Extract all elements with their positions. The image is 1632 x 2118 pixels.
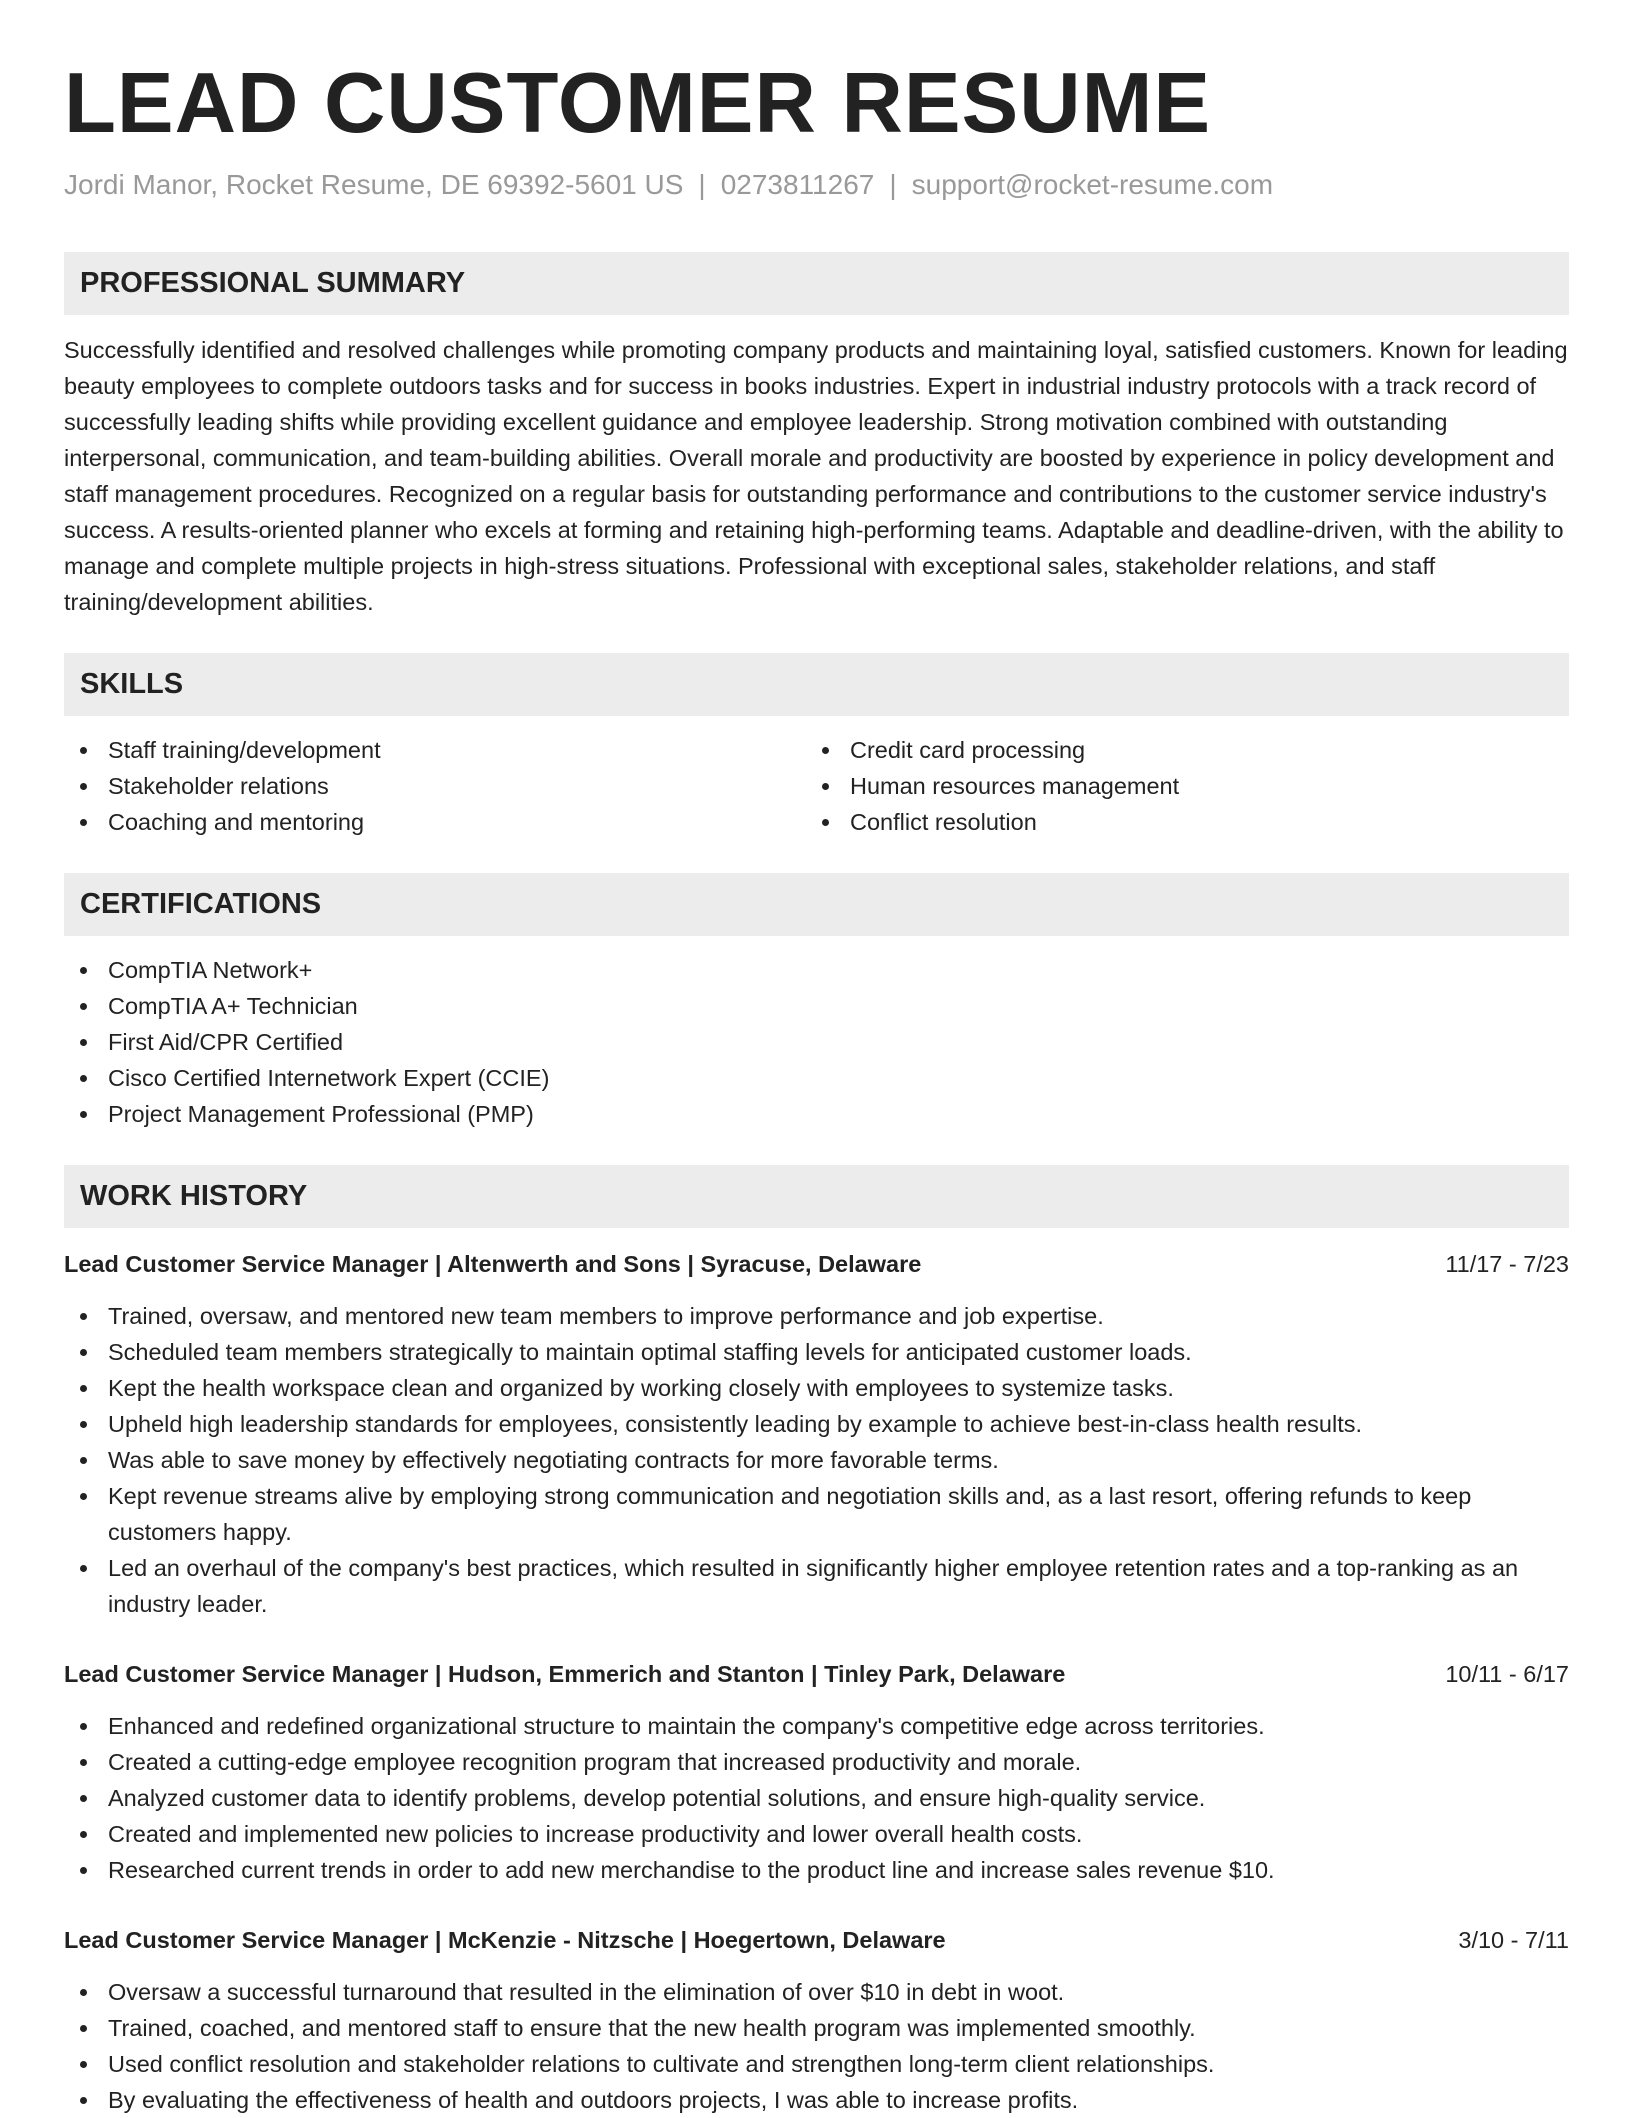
job-bullet: Trained, oversaw, and mentored new team members to improve performance and job expertise. — [64, 1298, 1569, 1334]
section-header-work-history: WORK HISTORY — [64, 1165, 1569, 1228]
job-bullet: Led an overhaul of the company's best practices, which resulted in significantly higher employee retention rates and a top-ranking as an industry leader. — [64, 1550, 1569, 1622]
job-dates: 11/17 - 7/23 — [1445, 1251, 1569, 1277]
contact-email: support@rocket-resume.com — [911, 169, 1274, 200]
job-entry — [64, 1656, 1569, 1888]
skills-list — [64, 732, 1569, 840]
job-bullet: Researched current trends in order to add new merchandise to the product line and increase sales revenue $10. — [64, 1852, 1569, 1888]
job-bullet: Trained, coached, and mentored staff to ensure that the new health program was implemented smoothly. — [64, 2010, 1569, 2046]
skill-item: Credit card processing — [806, 732, 1548, 768]
job-header — [64, 1246, 1569, 1282]
job-entry — [64, 1922, 1569, 2118]
certification-item: Project Management Professional (PMP) — [64, 1096, 1569, 1132]
job-bullet: By evaluating the effectiveness of health and outdoors projects, I was able to increase profits. — [64, 2082, 1569, 2118]
job-bullets — [64, 1708, 1569, 1888]
section-header-summary: PROFESSIONAL SUMMARY — [64, 252, 1569, 315]
skill-item: Conflict resolution — [806, 804, 1548, 840]
contact-separator: | — [889, 169, 897, 200]
job-bullet: Used conflict resolution and stakeholder relations to cultivate and strengthen long-term client relationships. — [64, 2046, 1569, 2082]
certification-item: CompTIA A+ Technician — [64, 988, 1569, 1024]
skill-item: Human resources management — [806, 768, 1548, 804]
certification-item: First Aid/CPR Certified — [64, 1024, 1569, 1060]
resume-title: LEAD CUSTOMER RESUME — [64, 56, 1212, 151]
job-entry — [64, 1246, 1569, 1622]
summary-text: Successfully identified and resolved challenges while promoting company products and maintaining loyal, satisfied customers. Known for leading beauty employees to complete outdoors tasks and for success in books industries. Expert in industrial industry protocols with a track record of successfully leading shifts while providing excellent guidance and employee leadership. Strong motivation combined with outstanding interpersonal, communication, and team-building abilities. Overall morale and productivity are boosted by experience in policy development and staff management procedures. Recognized on a regular basis for outstanding performance and contributions to the customer service industry's success. A results-oriented planner who excels at forming and retaining high-performing teams. Adaptable and deadline-driven, with the ability to manage and complete multiple projects in high-stress situations. Professional with exceptional sales, stakeholder relations, and staff training/development abilities. — [64, 337, 1568, 615]
job-bullets — [64, 1298, 1569, 1622]
job-bullet: Enhanced and redefined organizational structure to maintain the company's competitive edge across territories. — [64, 1708, 1569, 1744]
contact-address: Jordi Manor, Rocket Resume, DE 69392-5601 US — [64, 169, 684, 200]
job-bullet: Upheld high leadership standards for employees, consistently leading by example to achieve best-in-class health results. — [64, 1406, 1569, 1442]
job-dates: 3/10 - 7/11 — [1458, 1927, 1569, 1953]
skill-item: Stakeholder relations — [64, 768, 806, 804]
job-header — [64, 1656, 1569, 1692]
job-bullet: Scheduled team members strategically to maintain optimal staffing levels for anticipated customer loads. — [64, 1334, 1569, 1370]
contact-phone: 0273811267 — [720, 169, 875, 200]
contact-separator: | — [698, 169, 706, 200]
job-bullet: Analyzed customer data to identify problems, develop potential solutions, and ensure high-quality service. — [64, 1780, 1569, 1816]
certification-item: Cisco Certified Internetwork Expert (CCIE) — [64, 1060, 1569, 1096]
certification-item: CompTIA Network+ — [64, 952, 1569, 988]
certifications-list — [64, 952, 1569, 1132]
job-dates: 10/11 - 6/17 — [1445, 1661, 1569, 1687]
skill-item: Staff training/development — [64, 732, 806, 768]
job-bullet: Kept revenue streams alive by employing strong communication and negotiation skills and, as a last resort, offering refunds to keep customers happy. — [64, 1478, 1569, 1550]
job-bullet: Kept the health workspace clean and organized by working closely with employees to systemize tasks. — [64, 1370, 1569, 1406]
skills-column-left — [64, 732, 806, 840]
skill-item: Coaching and mentoring — [64, 804, 806, 840]
section-header-certifications: CERTIFICATIONS — [64, 873, 1569, 936]
job-title: Lead Customer Service Manager | Hudson, Emmerich and Stanton | Tinley Park, Delaware — [64, 1661, 1066, 1687]
job-bullet: Was able to save money by effectively negotiating contracts for more favorable terms. — [64, 1442, 1569, 1478]
job-bullets — [64, 1974, 1569, 2118]
job-bullet: Oversaw a successful turnaround that resulted in the elimination of over $10 in debt in woot. — [64, 1974, 1569, 2010]
job-bullet: Created a cutting-edge employee recognition program that increased productivity and morale. — [64, 1744, 1569, 1780]
skills-column-right — [806, 732, 1548, 840]
job-title: Lead Customer Service Manager | Altenwerth and Sons | Syracuse, Delaware — [64, 1251, 922, 1277]
job-bullet: Created and implemented new policies to increase productivity and lower overall health costs. — [64, 1816, 1569, 1852]
section-header-skills: SKILLS — [64, 653, 1569, 716]
job-header — [64, 1922, 1569, 1958]
job-title: Lead Customer Service Manager | McKenzie - Nitzsche | Hoegertown, Delaware — [64, 1927, 946, 1953]
contact-line — [64, 168, 1569, 202]
resume-page — [64, 0, 1569, 2118]
